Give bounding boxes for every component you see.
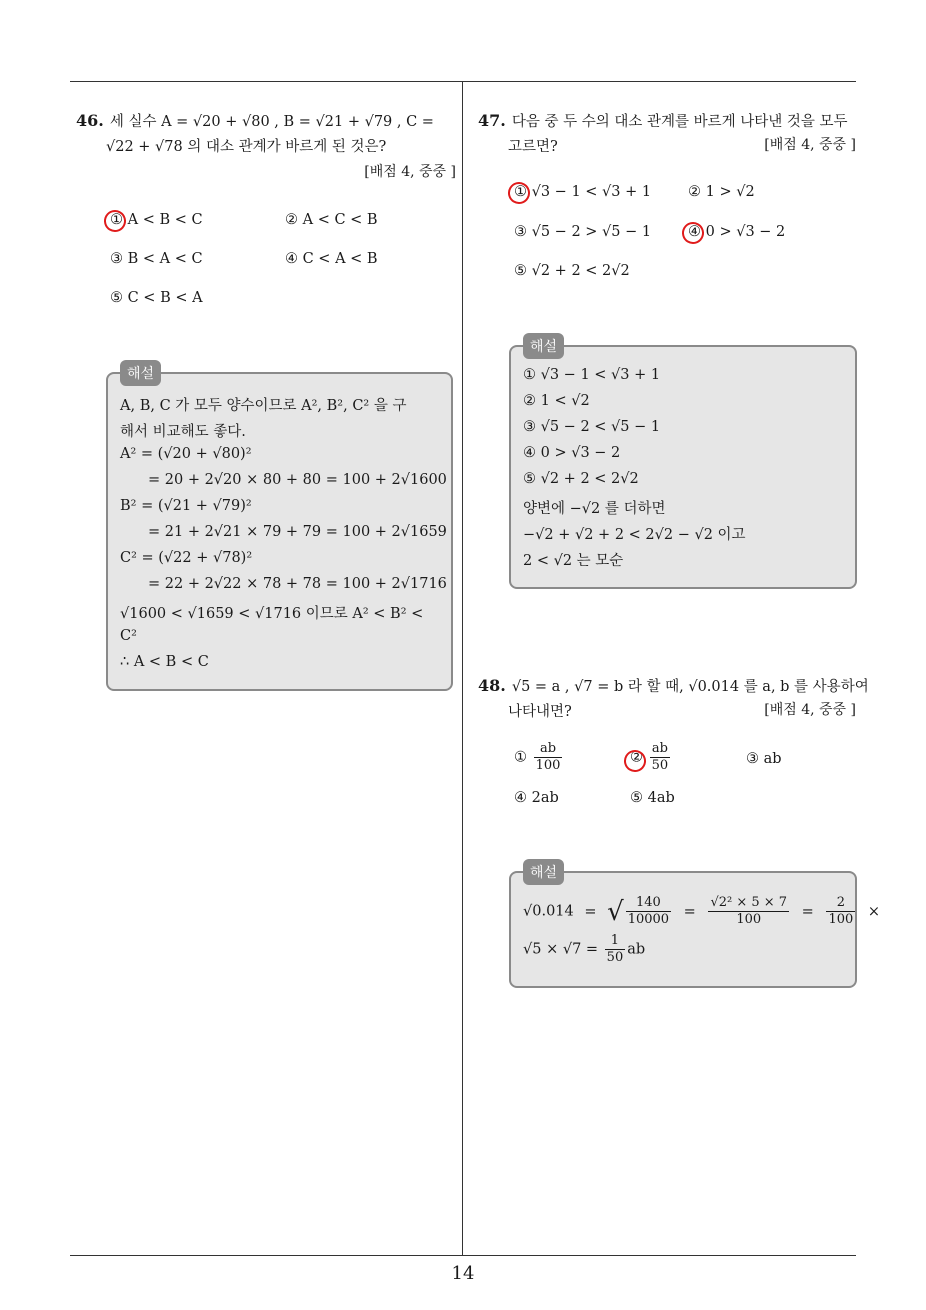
choice-48-2-fraction: $\frac{ab}{50}$ bbox=[651, 741, 669, 773]
solution-46-line: = 20 + 2√20 × 80 + 80 = 100 + 2√1600 bbox=[148, 472, 447, 488]
solution-box-46 bbox=[106, 366, 453, 691]
choice-48-3[interactable]: ③ ab bbox=[746, 751, 782, 767]
solution-47-line: ② 1 < √2 bbox=[523, 393, 590, 409]
solution-46-line: 해서 비교해도 좋다. bbox=[120, 424, 246, 440]
problem-46-line1: 46. 세 실수 A = √20 + √80 , B = √21 + √79 , C = bbox=[76, 111, 434, 130]
solution-46-line: A² = (√20 + √80)² bbox=[120, 446, 252, 462]
solution-box-47 bbox=[509, 339, 857, 589]
solution-48-line1: √0.014 = √ $\frac{140}{10000}$ = $\frac{\text{√2² × 5 × 7}}{100}$ = $\frac{2}{100}$ × bbox=[523, 895, 881, 927]
problem-48-line1: 48. √5 = a , √7 = b 라 할 때, √0.014 를 a, b 를 사용하여 bbox=[478, 676, 869, 695]
choice-48-4[interactable]: ④ 2ab bbox=[514, 790, 559, 806]
choice-48-1-fraction: $\frac{ab}{100}$ bbox=[535, 741, 561, 773]
solution-47-line: 2 < √2 는 모순 bbox=[523, 553, 624, 569]
solution-label-47: 해설 bbox=[523, 333, 564, 359]
problem-48-number: 48. bbox=[478, 676, 506, 695]
choice-47-2[interactable]: ② 1 > √2 bbox=[688, 184, 755, 200]
solution-46-line: ∴ A < B < C bbox=[120, 654, 209, 670]
problem-48-score: [배점 4, 중중 ] bbox=[764, 702, 856, 718]
solution-label-48: 해설 bbox=[523, 859, 564, 885]
choice-47-1[interactable]: ① √3 − 1 < √3 + 1 bbox=[514, 184, 652, 200]
problem-46-score: [배점 4, 중중 ] bbox=[364, 164, 456, 180]
problem-46-line2: √22 + √78 의 대소 관계가 바르게 된 것은? bbox=[106, 139, 387, 155]
problem-46-number: 46. bbox=[76, 111, 104, 130]
solution-46-line: C² = (√22 + √78)² bbox=[120, 550, 253, 566]
top-rule bbox=[70, 81, 856, 82]
problem-47-number: 47. bbox=[478, 111, 506, 130]
solution-46-line: = 21 + 2√21 × 79 + 79 = 100 + 2√1659 bbox=[148, 524, 447, 540]
choice-48-2-marker: ② bbox=[630, 749, 643, 766]
choice-46-1[interactable]: ① A < B < C bbox=[110, 212, 203, 228]
problem-47-line2: 고르면? bbox=[508, 139, 558, 155]
choice-48-1[interactable] bbox=[514, 741, 564, 774]
choice-46-5[interactable]: ⑤ C < B < A bbox=[110, 290, 203, 306]
solution-47-line: ③ √5 − 2 < √5 − 1 bbox=[523, 419, 661, 435]
problem-47-line1: 47. 다음 중 두 수의 대소 관계를 바르게 나타낸 것을 모두 bbox=[478, 111, 848, 130]
choice-46-2[interactable]: ② A < C < B bbox=[285, 212, 378, 228]
choice-47-5[interactable]: ⑤ √2 + 2 < 2√2 bbox=[514, 263, 630, 279]
solution-47-line: 양변에 −√2 를 더하면 bbox=[523, 501, 666, 517]
page-number: 14 bbox=[451, 1263, 475, 1284]
solution-46-line: C² bbox=[120, 628, 137, 644]
solution-box-48 bbox=[509, 865, 881, 988]
solution-label-46: 해설 bbox=[120, 360, 161, 386]
solution-47-line: ① √3 − 1 < √3 + 1 bbox=[523, 367, 661, 383]
solution-47-line: ⑤ √2 + 2 < 2√2 bbox=[523, 471, 639, 487]
choice-47-4[interactable]: ④ 0 > √3 − 2 bbox=[688, 224, 786, 240]
problem-47-score: [배점 4, 중중 ] bbox=[764, 137, 856, 153]
solution-48-line2: √5 × √7 = $\frac{1}{50}$ ab bbox=[523, 933, 646, 965]
column-divider bbox=[462, 82, 463, 1256]
choice-48-1-marker: ① bbox=[514, 749, 527, 766]
choice-46-4[interactable]: ④ C < A < B bbox=[285, 251, 378, 267]
choice-46-3[interactable]: ③ B < A < C bbox=[110, 251, 203, 267]
problem-48-line2: 나타내면? bbox=[508, 704, 572, 720]
problem-46 bbox=[76, 108, 456, 185]
solution-46-line: A, B, C 가 모두 양수이므로 A², B², C² 을 구 bbox=[120, 398, 407, 414]
solution-47-line: −√2 + √2 + 2 < 2√2 − √2 이고 bbox=[523, 527, 746, 543]
sqrt-icon: √ bbox=[607, 896, 624, 927]
bottom-rule bbox=[70, 1255, 856, 1256]
solution-47-line: ④ 0 > √3 − 2 bbox=[523, 445, 621, 461]
choice-47-3[interactable]: ③ √5 − 2 > √5 − 1 bbox=[514, 224, 652, 240]
solution-46-line: √1600 < √1659 < √1716 이므로 A² < B² < bbox=[120, 606, 424, 622]
choice-48-5[interactable]: ⑤ 4ab bbox=[630, 790, 675, 806]
solution-46-line: B² = (√21 + √79)² bbox=[120, 498, 252, 514]
solution-46-line: = 22 + 2√22 × 78 + 78 = 100 + 2√1716 bbox=[148, 576, 447, 592]
